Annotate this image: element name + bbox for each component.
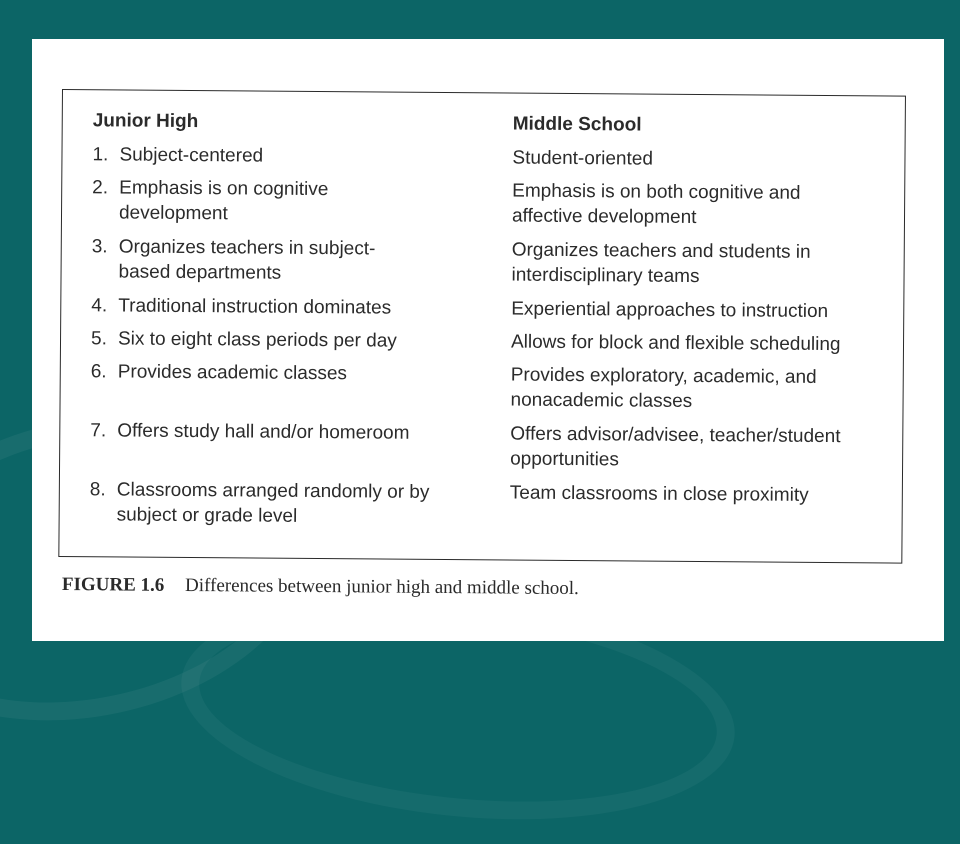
caption-label: FIGURE 1.6 <box>61 574 165 596</box>
middle-school-column <box>509 113 893 506</box>
item-number: 1. <box>92 144 109 166</box>
item-text: Offers study hall and/or homeroom <box>117 420 410 444</box>
middle-school-item: Organizes teachers and students in interdisciplinary teams <box>511 239 811 288</box>
item-number: 8. <box>89 479 106 501</box>
junior-high-item <box>91 293 458 321</box>
slide <box>32 39 944 641</box>
item-number: 4. <box>91 295 108 317</box>
middle-school-item: Provides exploratory, academic, and nonacademic classes <box>510 364 817 412</box>
junior-high-item <box>92 175 369 227</box>
item-text: Classrooms arranged randomly or by subject or grade level <box>116 479 430 527</box>
middle-school-item: Team classrooms in close proximity <box>509 482 809 506</box>
junior-high-item <box>90 418 457 446</box>
middle-school-item: Experiential approaches to instruction <box>511 298 829 323</box>
item-text: Traditional instruction dominates <box>118 295 392 319</box>
item-number: 7. <box>90 420 107 442</box>
junior-high-item <box>90 477 437 530</box>
middle-school-item: Student-oriented <box>512 147 654 170</box>
middle-school-item: Allows for block and flexible scheduling <box>510 331 841 356</box>
middle-school-item: Offers advisor/advisee, teacher/student opportunities <box>510 423 841 471</box>
junior-high-item <box>91 326 458 354</box>
item-number: 6. <box>90 361 107 383</box>
figure-caption <box>62 574 579 600</box>
item-text: Provides academic classes <box>117 361 348 385</box>
middle-school-heading: Middle School <box>512 113 642 136</box>
junior-high-item <box>92 142 459 170</box>
item-text: Emphasis is on cognitive development <box>118 177 329 225</box>
junior-high-item <box>91 234 418 287</box>
junior-high-column <box>89 110 483 527</box>
item-number: 5. <box>90 328 107 350</box>
item-text: Organizes teachers in subject-based departments <box>118 236 376 284</box>
junior-high-heading: Junior High <box>92 110 199 133</box>
item-number: 3. <box>91 236 108 258</box>
middle-school-item: Emphasis is on both cognitive and affective development <box>511 180 801 228</box>
item-number: 2. <box>92 177 109 199</box>
item-text: Subject-centered <box>119 144 264 167</box>
figure-table <box>58 89 906 564</box>
caption-text: Differences between junior high and middle school. <box>184 574 579 600</box>
junior-high-item <box>91 359 458 387</box>
item-text: Six to eight class periods per day <box>117 328 397 352</box>
